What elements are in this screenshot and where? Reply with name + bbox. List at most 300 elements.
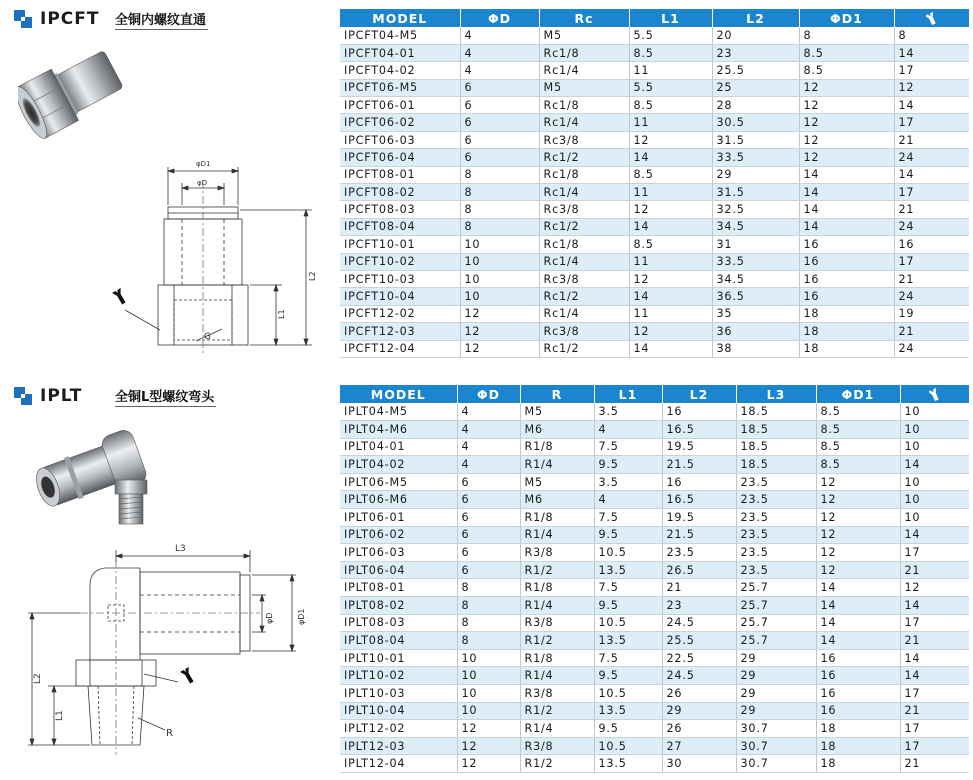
value-cell: 12 <box>460 305 539 322</box>
value-cell: 11 <box>629 184 712 201</box>
table-row <box>340 456 969 474</box>
model-cell: IPLT06-M5 <box>340 473 457 491</box>
value-cell: 18.5 <box>736 456 816 474</box>
value-cell: 17 <box>900 720 969 738</box>
value-cell: 7.5 <box>594 509 662 527</box>
value-cell: Rc1/4 <box>539 253 629 270</box>
value-cell: R1/2 <box>520 755 594 773</box>
value-cell: 9.5 <box>594 526 662 544</box>
value-cell: 10.5 <box>594 737 662 755</box>
model-cell: IPLT06-02 <box>340 526 457 544</box>
value-cell: R1/4 <box>520 667 594 685</box>
value-cell: 8.5 <box>816 456 900 474</box>
value-cell: 14 <box>816 597 900 615</box>
model-cell: IPCFT10-04 <box>340 288 460 305</box>
section-marker-icon <box>14 10 32 28</box>
value-cell: 25.7 <box>736 579 816 597</box>
value-cell: R3/8 <box>520 544 594 562</box>
model-cell: IPCFT10-01 <box>340 236 460 253</box>
value-cell: 36.5 <box>712 288 799 305</box>
value-cell: 17 <box>894 253 969 270</box>
value-cell: 21 <box>894 270 969 287</box>
table-row <box>340 44 969 61</box>
value-cell: 4 <box>457 403 520 421</box>
table-row <box>340 632 969 650</box>
value-cell: R3/8 <box>520 614 594 632</box>
value-cell: 18 <box>799 305 894 322</box>
value-cell: 29 <box>712 166 799 183</box>
value-cell: 14 <box>816 614 900 632</box>
product-photo-iplt <box>15 420 165 530</box>
value-cell: 21 <box>894 131 969 148</box>
value-cell: 8.5 <box>629 97 712 114</box>
table-row <box>340 491 969 509</box>
value-cell: 19.5 <box>662 509 736 527</box>
value-cell: 38 <box>712 340 799 357</box>
value-cell: Rc1/8 <box>539 44 629 61</box>
model-cell: IPCFT06-04 <box>340 149 460 166</box>
value-cell: 23.5 <box>736 561 816 579</box>
section-code: IPCFT <box>40 9 100 29</box>
value-cell: 28 <box>712 97 799 114</box>
value-cell: 14 <box>894 97 969 114</box>
value-cell: 21 <box>900 755 969 773</box>
model-cell: IPCFT08-02 <box>340 184 460 201</box>
section-title: 全铜内螺纹直通 <box>115 9 208 30</box>
model-cell: IPLT06-01 <box>340 509 457 527</box>
value-cell: 8 <box>894 27 969 44</box>
section-marker-icon <box>14 387 32 405</box>
column-header: MODEL <box>340 9 460 27</box>
value-cell: 14 <box>799 218 894 235</box>
value-cell: 36 <box>712 323 799 340</box>
value-cell: 16 <box>799 288 894 305</box>
value-cell: Rc1/2 <box>539 288 629 305</box>
value-cell: 23.5 <box>736 509 816 527</box>
value-cell: 11 <box>629 62 712 79</box>
column-header-wrench <box>900 385 969 403</box>
value-cell: 14 <box>900 667 969 685</box>
table-row <box>340 201 969 218</box>
value-cell: 4 <box>594 421 662 439</box>
value-cell: 30.5 <box>712 114 799 131</box>
model-cell: IPCFT08-03 <box>340 201 460 218</box>
model-cell: IPLT10-03 <box>340 685 457 703</box>
value-cell: 19.5 <box>662 438 736 456</box>
value-cell: 6 <box>460 97 539 114</box>
value-cell: Rc3/8 <box>539 323 629 340</box>
value-cell: 13.5 <box>594 632 662 650</box>
value-cell: 17 <box>900 737 969 755</box>
value-cell: 18 <box>816 755 900 773</box>
value-cell: 18.5 <box>736 421 816 439</box>
label-r: R <box>166 728 173 739</box>
value-cell: 14 <box>629 340 712 357</box>
value-cell: 31.5 <box>712 184 799 201</box>
table-row <box>340 526 969 544</box>
value-cell: 3.5 <box>594 473 662 491</box>
model-cell: IPCFT04-02 <box>340 62 460 79</box>
value-cell: 10 <box>900 473 969 491</box>
value-cell: 25 <box>712 79 799 96</box>
value-cell: 24 <box>894 218 969 235</box>
value-cell: 8 <box>460 184 539 201</box>
wrench-icon <box>926 12 938 26</box>
value-cell: Rc1/2 <box>539 218 629 235</box>
column-header: MODEL <box>340 385 457 403</box>
value-cell: M5 <box>520 473 594 491</box>
value-cell: 6 <box>457 526 520 544</box>
value-cell: 4 <box>594 491 662 509</box>
section-title: 全铜L型螺纹弯头 <box>115 386 216 407</box>
column-header: Rc <box>539 9 629 27</box>
table-row <box>340 720 969 738</box>
table-row <box>340 579 969 597</box>
table-row <box>340 79 969 96</box>
product-photo-ipcft <box>18 40 128 145</box>
value-cell: 6 <box>457 491 520 509</box>
value-cell: 14 <box>816 632 900 650</box>
table-row <box>340 149 969 166</box>
value-cell: 12 <box>816 473 900 491</box>
value-cell: 26 <box>662 720 736 738</box>
section-header-ipcft <box>14 8 208 30</box>
column-header: L2 <box>662 385 736 403</box>
value-cell: 8.5 <box>629 166 712 183</box>
value-cell: 10 <box>900 509 969 527</box>
value-cell: 19 <box>894 305 969 322</box>
value-cell: Rc3/8 <box>539 201 629 218</box>
table-row <box>340 114 969 131</box>
model-cell: IPLT08-01 <box>340 579 457 597</box>
value-cell: M5 <box>539 79 629 96</box>
value-cell: 4 <box>460 27 539 44</box>
label-g: G <box>204 332 211 342</box>
value-cell: 8.5 <box>799 62 894 79</box>
value-cell: 14 <box>900 649 969 667</box>
wrench-icon <box>112 288 128 306</box>
value-cell: 16 <box>816 685 900 703</box>
column-header: ΦD1 <box>816 385 900 403</box>
value-cell: 22.5 <box>662 649 736 667</box>
value-cell: 29 <box>736 685 816 703</box>
model-cell: IPCFT12-04 <box>340 340 460 357</box>
value-cell: 14 <box>900 597 969 615</box>
value-cell: 20 <box>712 27 799 44</box>
value-cell: 12 <box>629 131 712 148</box>
value-cell: 29 <box>736 702 816 720</box>
value-cell: 16 <box>816 667 900 685</box>
table-row <box>340 561 969 579</box>
value-cell: 24.5 <box>662 667 736 685</box>
value-cell: 21.5 <box>662 526 736 544</box>
value-cell: 30.7 <box>736 720 816 738</box>
value-cell: 7.5 <box>594 649 662 667</box>
value-cell: 11 <box>629 305 712 322</box>
value-cell: 6 <box>460 131 539 148</box>
label-l2: L2 <box>33 673 43 684</box>
value-cell: 4 <box>457 421 520 439</box>
value-cell: R1/2 <box>520 561 594 579</box>
table-row <box>340 403 969 421</box>
value-cell: 13.5 <box>594 561 662 579</box>
table-row <box>340 702 969 720</box>
value-cell: Rc1/4 <box>539 305 629 322</box>
value-cell: 10 <box>900 491 969 509</box>
value-cell: 18 <box>816 737 900 755</box>
value-cell: 18.5 <box>736 403 816 421</box>
value-cell: 12 <box>816 491 900 509</box>
value-cell: 12 <box>799 79 894 96</box>
value-cell: 12 <box>457 720 520 738</box>
value-cell: 16 <box>894 236 969 253</box>
value-cell: Rc1/2 <box>539 340 629 357</box>
value-cell: 10 <box>460 288 539 305</box>
table-row <box>340 685 969 703</box>
wrench-icon <box>929 388 941 402</box>
value-cell: 25.7 <box>736 632 816 650</box>
label-d1: φD1 <box>297 608 306 625</box>
value-cell: 14 <box>799 201 894 218</box>
column-header: ΦD <box>460 9 539 27</box>
value-cell: 4 <box>460 62 539 79</box>
value-cell: 8.5 <box>629 236 712 253</box>
value-cell: 12 <box>894 79 969 96</box>
value-cell: Rc1/4 <box>539 62 629 79</box>
model-cell: IPCFT08-04 <box>340 218 460 235</box>
label-l1: L1 <box>55 710 65 721</box>
value-cell: 13.5 <box>594 755 662 773</box>
value-cell: 14 <box>900 456 969 474</box>
value-cell: 6 <box>457 544 520 562</box>
value-cell: R1/8 <box>520 438 594 456</box>
column-header: L1 <box>594 385 662 403</box>
model-cell: IPCFT12-02 <box>340 305 460 322</box>
table-row <box>340 473 969 491</box>
model-cell: IPLT12-02 <box>340 720 457 738</box>
value-cell: 5.5 <box>629 79 712 96</box>
value-cell: 21 <box>894 323 969 340</box>
spec-table-ipcft <box>340 9 969 358</box>
value-cell: 4 <box>457 438 520 456</box>
value-cell: 14 <box>894 44 969 61</box>
table-row <box>340 667 969 685</box>
value-cell: 17 <box>894 184 969 201</box>
table-row <box>340 253 969 270</box>
value-cell: 17 <box>894 62 969 79</box>
value-cell: 21 <box>894 201 969 218</box>
table-row <box>340 62 969 79</box>
value-cell: 7.5 <box>594 438 662 456</box>
model-cell: IPLT08-03 <box>340 614 457 632</box>
column-header: ΦD <box>457 385 520 403</box>
value-cell: 25.7 <box>736 597 816 615</box>
table-row <box>340 270 969 287</box>
table-row <box>340 438 969 456</box>
value-cell: 16 <box>662 473 736 491</box>
value-cell: 32.5 <box>712 201 799 218</box>
value-cell: 17 <box>900 614 969 632</box>
value-cell: 6 <box>457 473 520 491</box>
value-cell: 21.5 <box>662 456 736 474</box>
value-cell: 24 <box>894 149 969 166</box>
value-cell: 9.5 <box>594 720 662 738</box>
model-cell: IPCFT04-M5 <box>340 27 460 44</box>
value-cell: 18 <box>799 323 894 340</box>
value-cell: 29 <box>736 649 816 667</box>
value-cell: 8.5 <box>816 421 900 439</box>
table-row <box>340 236 969 253</box>
wrench-icon <box>180 667 196 685</box>
value-cell: 23.5 <box>736 491 816 509</box>
value-cell: 14 <box>799 166 894 183</box>
label-d1: φD1 <box>196 160 211 168</box>
model-cell: IPCFT06-03 <box>340 131 460 148</box>
value-cell: Rc1/8 <box>539 97 629 114</box>
table-row <box>340 184 969 201</box>
value-cell: 5.5 <box>629 27 712 44</box>
table-row <box>340 421 969 439</box>
spec-table-iplt <box>340 385 969 773</box>
column-header: R <box>520 385 594 403</box>
value-cell: 9.5 <box>594 597 662 615</box>
value-cell: 10 <box>457 649 520 667</box>
value-cell: 33.5 <box>712 149 799 166</box>
value-cell: 12 <box>816 509 900 527</box>
value-cell: R1/8 <box>520 579 594 597</box>
value-cell: 7.5 <box>594 579 662 597</box>
table-row <box>340 288 969 305</box>
model-cell: IPLT06-04 <box>340 561 457 579</box>
value-cell: 9.5 <box>594 667 662 685</box>
value-cell: 8 <box>460 201 539 218</box>
value-cell: 16 <box>799 253 894 270</box>
value-cell: M5 <box>520 403 594 421</box>
value-cell: M5 <box>539 27 629 44</box>
model-cell: IPLT12-04 <box>340 755 457 773</box>
value-cell: 12 <box>799 114 894 131</box>
value-cell: 27 <box>662 737 736 755</box>
value-cell: 16 <box>662 403 736 421</box>
value-cell: 12 <box>460 340 539 357</box>
value-cell: 6 <box>457 561 520 579</box>
value-cell: 12 <box>799 149 894 166</box>
value-cell: M6 <box>520 491 594 509</box>
section-code: IPLT <box>40 386 83 406</box>
model-cell: IPLT06-M6 <box>340 491 457 509</box>
label-l3: L3 <box>175 544 186 554</box>
value-cell: 8.5 <box>816 438 900 456</box>
value-cell: 26.5 <box>662 561 736 579</box>
value-cell: 14 <box>900 526 969 544</box>
value-cell: 29 <box>662 702 736 720</box>
table-row <box>340 166 969 183</box>
value-cell: 23 <box>662 597 736 615</box>
value-cell: 12 <box>629 323 712 340</box>
value-cell: 12 <box>816 544 900 562</box>
value-cell: 12 <box>900 579 969 597</box>
table-row <box>340 323 969 340</box>
value-cell: 17 <box>900 685 969 703</box>
value-cell: 14 <box>816 579 900 597</box>
value-cell: 18 <box>799 340 894 357</box>
value-cell: 26 <box>662 685 736 703</box>
value-cell: 10 <box>900 421 969 439</box>
value-cell: 6 <box>460 114 539 131</box>
table-row <box>340 755 969 773</box>
dimension-drawing-ipcft <box>100 155 340 370</box>
value-cell: 12 <box>799 97 894 114</box>
value-cell: 10 <box>460 270 539 287</box>
value-cell: 29 <box>736 667 816 685</box>
table-row <box>340 614 969 632</box>
label-l2: L2 <box>308 271 317 281</box>
value-cell: 16.5 <box>662 491 736 509</box>
section-header-iplt <box>14 385 216 407</box>
model-cell: IPCFT10-03 <box>340 270 460 287</box>
value-cell: 23 <box>712 44 799 61</box>
value-cell: 23.5 <box>736 473 816 491</box>
value-cell: Rc1/8 <box>539 166 629 183</box>
model-cell: IPCFT04-01 <box>340 44 460 61</box>
model-cell: IPLT12-03 <box>340 737 457 755</box>
value-cell: 23.5 <box>662 544 736 562</box>
value-cell: 21 <box>662 579 736 597</box>
model-cell: IPLT10-04 <box>340 702 457 720</box>
value-cell: 6 <box>457 509 520 527</box>
value-cell: 14 <box>629 288 712 305</box>
value-cell: 16 <box>799 270 894 287</box>
value-cell: 24 <box>894 340 969 357</box>
value-cell: 12 <box>457 737 520 755</box>
value-cell: 34.5 <box>712 218 799 235</box>
value-cell: 16 <box>816 649 900 667</box>
value-cell: R1/2 <box>520 632 594 650</box>
value-cell: 10 <box>460 236 539 253</box>
value-cell: 12 <box>799 131 894 148</box>
value-cell: R1/4 <box>520 526 594 544</box>
value-cell: R1/4 <box>520 720 594 738</box>
value-cell: 10.5 <box>594 544 662 562</box>
value-cell: 4 <box>457 456 520 474</box>
value-cell: 10 <box>900 438 969 456</box>
value-cell: 12 <box>816 526 900 544</box>
value-cell: 16.5 <box>662 421 736 439</box>
label-d: φD <box>265 612 274 624</box>
value-cell: 17 <box>894 114 969 131</box>
table-row <box>340 131 969 148</box>
value-cell: 14 <box>894 166 969 183</box>
model-cell: IPLT08-02 <box>340 597 457 615</box>
value-cell: 21 <box>900 702 969 720</box>
value-cell: 25.7 <box>736 614 816 632</box>
value-cell: Rc1/2 <box>539 149 629 166</box>
value-cell: R1/2 <box>520 702 594 720</box>
value-cell: R3/8 <box>520 737 594 755</box>
dimension-drawing-iplt <box>20 540 340 775</box>
table-row <box>340 97 969 114</box>
table-row <box>340 649 969 667</box>
value-cell: 21 <box>900 632 969 650</box>
table-row <box>340 27 969 44</box>
value-cell: 12 <box>457 755 520 773</box>
value-cell: 34.5 <box>712 270 799 287</box>
value-cell: R1/8 <box>520 649 594 667</box>
value-cell: R1/8 <box>520 509 594 527</box>
model-cell: IPCFT06-M5 <box>340 79 460 96</box>
value-cell: 12 <box>816 561 900 579</box>
column-header: L1 <box>629 9 712 27</box>
